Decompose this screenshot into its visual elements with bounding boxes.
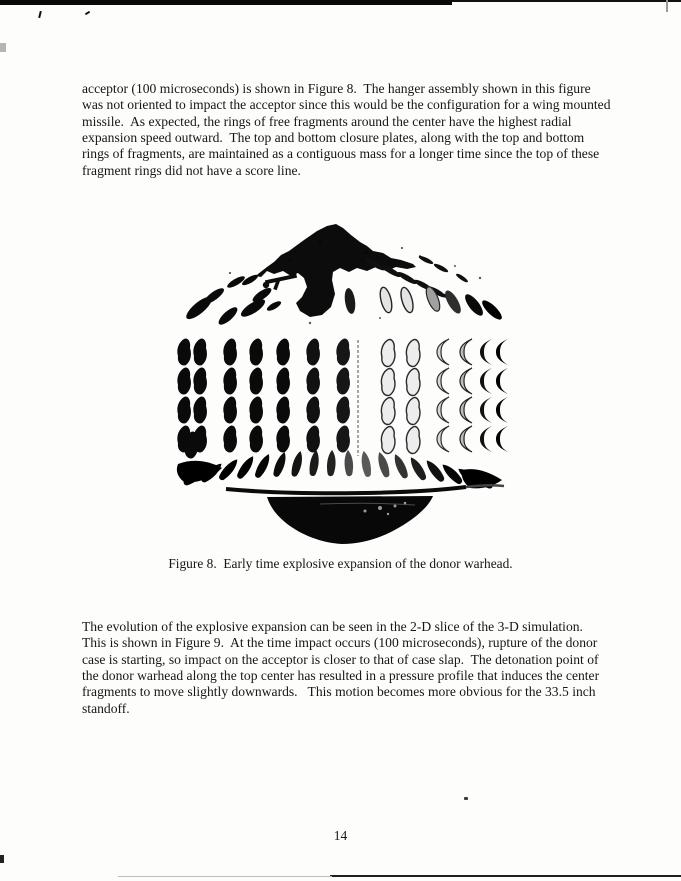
- figure-caption: Figure 8. Early time explosive expansion of the donor warhead.: [168, 556, 513, 571]
- text-line: rings of fragments, are maintained as a contiguous mass for a longer time since the top of these: [82, 146, 600, 162]
- hanger-assembly: [263, 274, 297, 291]
- lower-fragment-fan: [177, 450, 504, 494]
- text-line: case is starting, so impact on the acceptor is closer to that of case slap. The detonation point of: [82, 651, 599, 667]
- left-edge-smudge: [0, 43, 6, 52]
- figure8-region: [170, 218, 510, 558]
- text-line: fragments to move slightly downwards. This motion becomes more obvious for the 33.5 inch: [82, 684, 596, 700]
- top-right-scan-tick: [666, 0, 668, 12]
- text-line: acceptor (100 microseconds) is shown in Figure 8. The hanger assembly shown in this figure: [82, 81, 591, 96]
- bottom-edge-scan-line-faint: [118, 876, 332, 877]
- left-edge-ink-blob: [0, 855, 4, 863]
- bottom-edge-scan-line: [330, 875, 681, 877]
- text-line: missile. As expected, the rings of free fragments around the center have the highest radial: [82, 113, 572, 129]
- stray-ink-dot: [464, 797, 468, 800]
- page-number: 14: [333, 828, 348, 843]
- bottom-closure-plate: [267, 496, 433, 544]
- top-edge-scan-bar-thick: [0, 0, 452, 5]
- text-line: the donor warhead along the top center has resulted in a pressure profile that induces the center: [82, 668, 600, 684]
- mid-fragment-band: [177, 339, 508, 459]
- text-line: fragment rings did not have a score line.: [82, 162, 301, 178]
- text-line: This is shown in Figure 9. At the time impact occurs (100 microseconds), rupture of the donor: [82, 635, 598, 651]
- paragraph-2: [82, 619, 599, 717]
- stray-ink-mark: [85, 11, 90, 15]
- text-line: standoff.: [82, 700, 130, 716]
- text-line: expansion speed outward. The top and bottom closure plates, along with the top and bottom: [82, 130, 585, 146]
- stray-ink-mark: [38, 11, 42, 18]
- text-line: was not oriented to impact the acceptor since this would be the configuration for a wing mounted: [82, 97, 611, 113]
- paragraph-1: [82, 81, 611, 179]
- figure8-image: [170, 218, 510, 558]
- text-line: The evolution of the explosive expansion can be seen in the 2-D slice of the 3-D simulation.: [82, 619, 583, 634]
